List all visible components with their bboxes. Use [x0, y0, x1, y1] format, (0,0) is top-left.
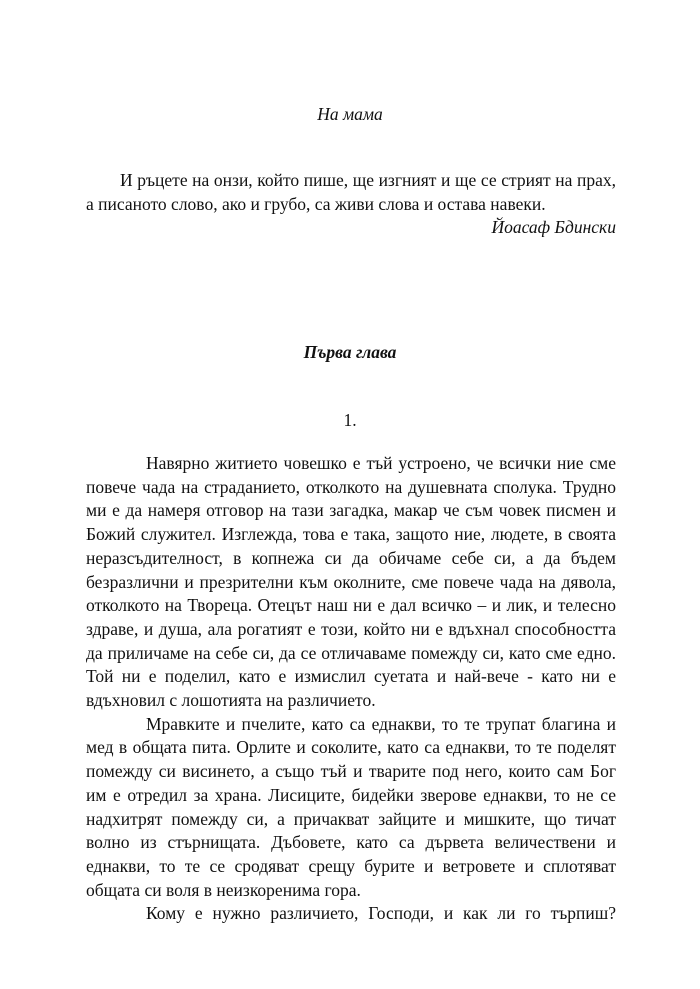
- body-text: [86, 452, 616, 926]
- epigraph-author: Йоасаф Бдински: [491, 217, 616, 237]
- paragraph: Мравките и пчелите, като са еднакви, то те трупат благина и мед в общата пита. Орлите и соколите, като са еднакви, то те поделят помежду си висинето, а също тъй и тварите под него, които сам Бог им е отредил за храна. Лисиците, бидейки зверове еднакви, то не се надхитрят помежду си, а причакват зайците и мишките, що тичат волно из стърнищата. Дъбовете, като са дървета величествени и еднакви, то те се сродяват срещу бурите и ветровете и сплотяват общата си воля в неизкоренима гора.: [86, 713, 616, 900]
- section-number: 1.: [343, 410, 357, 430]
- epigraph-text: И ръцете на онзи, който пише, ще изгният и ще се стрият на прах, а писаното слово, ако и грубо, са живи слова и остава навеки.: [86, 170, 616, 214]
- chapter-title: Първа глава: [303, 342, 397, 362]
- paragraph: Навярно житието човешко е тъй устроено, че всички ние сме повече чада на страданието, отколкото на душевната сполука. Трудно ми е да намеря отговор на тази загадка, макар че съм човек писмен и Божий служител. Изглежда, това е така, защото ние, людете, в своята неразсъдителност, в копнежа си да обичаме себе си, а да бъдем безразлични и презрителни към околните, сме повече чада на дявола, отколкото на Твореца. Отецът наш ни е дал всичко – и лик, и телесно здраве, и душа, ала рогатият е този, който ни е вдъхнал способността да приличаме на себе си, да се отличаваме помежду си, като сме едно. Той ни е поделил, като е измислил суетата и най-вече - като ни е вдъхновил с лошотията на различието.: [86, 453, 616, 711]
- dedication: На мама: [317, 104, 383, 124]
- paragraph: Кому е нужно различието, Господи, и как ли го търпиш?: [146, 903, 616, 924]
- epigraph: [86, 169, 616, 240]
